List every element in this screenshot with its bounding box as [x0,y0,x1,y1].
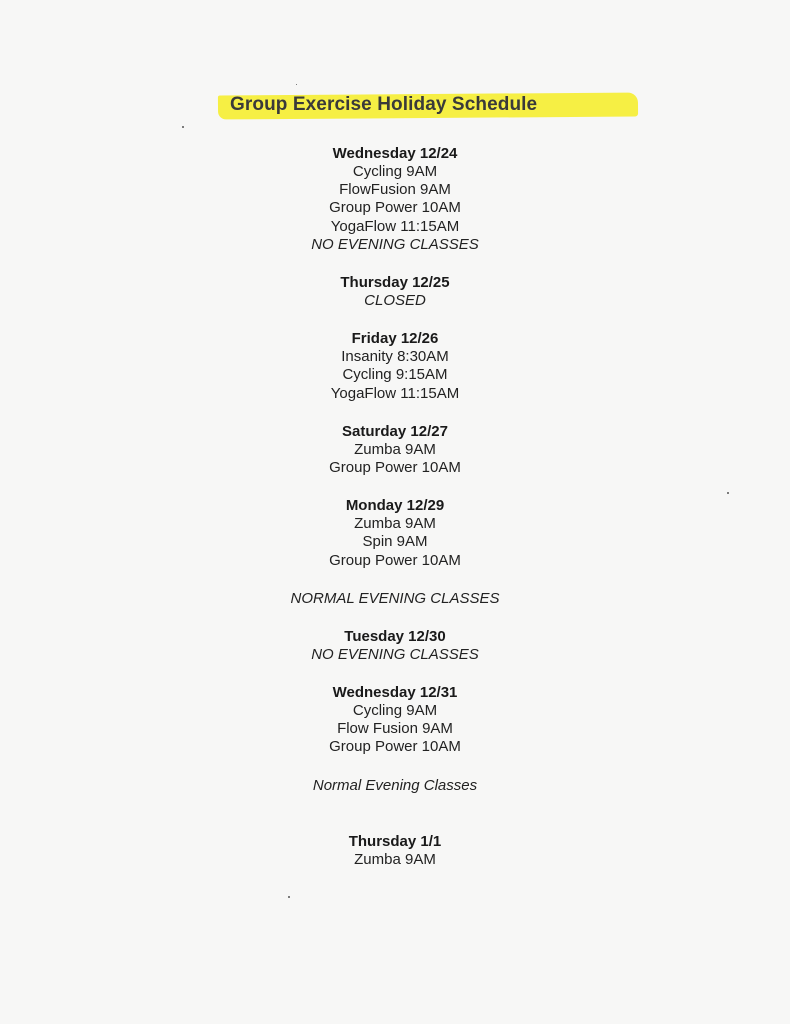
day-heading: Wednesday 12/24 [332,145,458,162]
class-line: Zumba 9AM [354,440,436,458]
day-heading: Saturday 12/27 [342,422,448,440]
day-heading: Friday 12/26 [351,330,439,348]
day-block [0,330,790,403]
class-line: Zumba 9AM [354,850,436,868]
paper-speck [727,492,729,494]
paper-speck [296,84,297,85]
class-note: NO EVENING CLASSES [311,235,479,253]
class-line: FlowFusion 9AM [339,181,451,199]
class-note: NO EVENING CLASSES [311,645,479,663]
note-block [0,777,790,795]
class-note: CLOSED [364,292,426,310]
note-block [0,590,790,608]
evening-note: NORMAL EVENING CLASSES [290,589,500,607]
day-block [0,684,790,757]
day-heading: Tuesday 12/30 [344,627,446,645]
class-line: Insanity 8:30AM [341,348,449,366]
day-block [0,628,790,664]
day-block [0,497,790,570]
class-line: YogaFlow 11:15AM [330,217,460,235]
class-line: Group Power 10AM [329,738,461,756]
class-line: Spin 9AM [362,533,428,551]
class-line: Cycling 9AM [352,163,438,180]
title-block [218,92,638,122]
day-block [0,423,790,477]
day-heading: Thursday 1/1 [348,832,442,850]
paper-speck [288,896,290,898]
day-block [0,145,790,254]
page-title: Group Exercise Holiday Schedule [230,94,538,115]
day-heading: Monday 12/29 [345,497,445,515]
class-line: Flow Fusion 9AM [337,720,453,738]
class-line: YogaFlow 11:15AM [330,384,460,402]
day-heading: Wednesday 12/31 [332,684,458,702]
class-line: Group Power 10AM [329,199,461,217]
class-line: Cycling 9:15AM [342,366,448,384]
class-line: Zumba 9AM [354,515,436,533]
schedule [0,145,790,889]
class-line: Group Power 10AM [329,459,461,477]
day-heading: Thursday 12/25 [340,274,450,292]
paper-speck [182,126,184,128]
class-line: Cycling 9AM [352,702,438,720]
day-block [0,274,790,310]
class-line: Group Power 10AM [329,551,461,569]
evening-note: Normal Evening Classes [312,776,478,794]
day-block [0,833,790,869]
